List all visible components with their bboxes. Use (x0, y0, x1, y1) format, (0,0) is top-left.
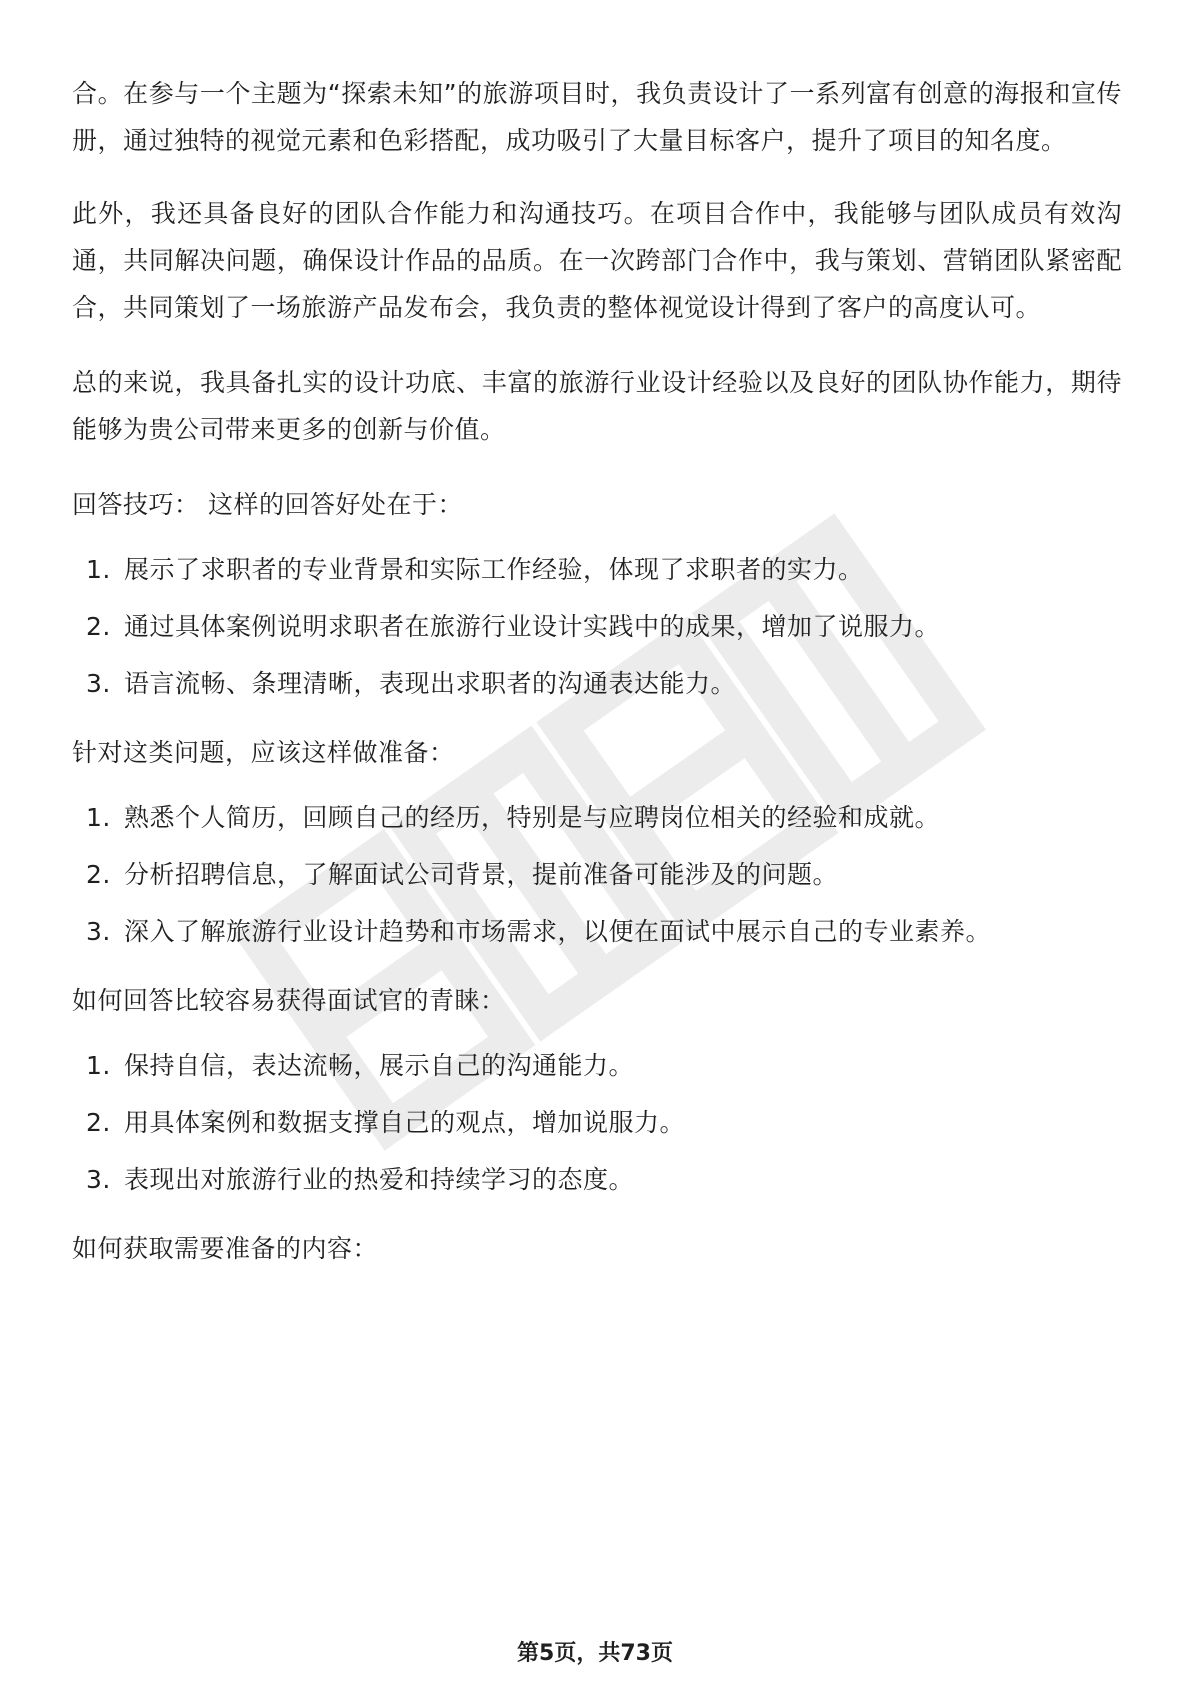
paragraph-intro-continuation: 合。在参与一个主题为“探索未知”的旅游项目时，我负责设计了一系列富有创意的海报和宣传册，通过独特的视觉元素和色彩搭配，成功吸引了大量目标客户，提升了项目的知名度。 (72, 79, 1122, 155)
list-item (72, 855, 1122, 894)
document-body (72, 70, 1122, 1294)
list-text: 熟悉个人简历，回顾自己的经历，特别是与应聘岗位相关的经验和成就。 (124, 803, 941, 832)
list-number: 2. (86, 860, 111, 889)
prep-heading: 针对这类问题，应该这样做准备： (72, 738, 455, 767)
list-number: 3. (86, 669, 111, 698)
list-item (72, 607, 1122, 646)
prep-list (72, 798, 1122, 951)
list-text: 通过具体案例说明求职者在旅游行业设计实践中的成果，增加了说服力。 (124, 612, 941, 641)
list-text: 表现出对旅游行业的热爱和持续学习的态度。 (124, 1165, 635, 1194)
tips-heading: 回答技巧： 这样的回答好处在于： (72, 490, 463, 519)
list-number: 1. (86, 1051, 111, 1080)
list-item (72, 550, 1122, 589)
list-number: 2. (86, 612, 111, 641)
favor-heading: 如何回答比较容易获得面试官的青睐： (72, 986, 506, 1015)
list-number: 2. (86, 1108, 111, 1137)
list-item (72, 664, 1122, 703)
list-text: 展示了求职者的专业背景和实际工作经验，体现了求职者的实力。 (124, 555, 864, 584)
list-text: 用具体案例和数据支撑自己的观点，增加说服力。 (124, 1108, 686, 1137)
list-text: 语言流畅、条理清晰，表现出求职者的沟通表达能力。 (124, 669, 737, 698)
list-number: 3. (86, 1165, 111, 1194)
list-item (72, 1103, 1122, 1142)
paragraph-teamwork: 此外，我还具备良好的团队合作能力和沟通技巧。在项目合作中，我能够与团队成员有效沟通，共同解决问题，确保设计作品的品质。在一次跨部门合作中，我与策划、营销团队紧密配合，共同策划了一场旅游产品发布会，我负责的整体视觉设计得到了客户的高度认可。 (72, 199, 1122, 322)
list-item (72, 912, 1122, 951)
list-number: 3. (86, 917, 111, 946)
page-number-footer: 第5页，共73页 (517, 1641, 673, 1666)
paragraph-summary: 总的来说，我具备扎实的设计功底、丰富的旅游行业设计经验以及良好的团队协作能力，期待能够为贵公司带来更多的创新与价值。 (72, 368, 1122, 444)
list-item (72, 1160, 1122, 1199)
list-number: 1. (86, 803, 111, 832)
list-number: 1. (86, 555, 111, 584)
list-item (72, 1046, 1122, 1085)
list-text: 分析招聘信息，了解面试公司背景，提前准备可能涉及的问题。 (124, 860, 839, 889)
list-text: 深入了解旅游行业设计趋势和市场需求，以便在面试中展示自己的专业素养。 (124, 917, 992, 946)
list-text: 保持自信，表达流畅，展示自己的沟通能力。 (124, 1051, 635, 1080)
favor-list (72, 1046, 1122, 1199)
tips-list (72, 550, 1122, 703)
list-item (72, 798, 1122, 837)
content-heading: 如何获取需要准备的内容： (72, 1234, 379, 1263)
